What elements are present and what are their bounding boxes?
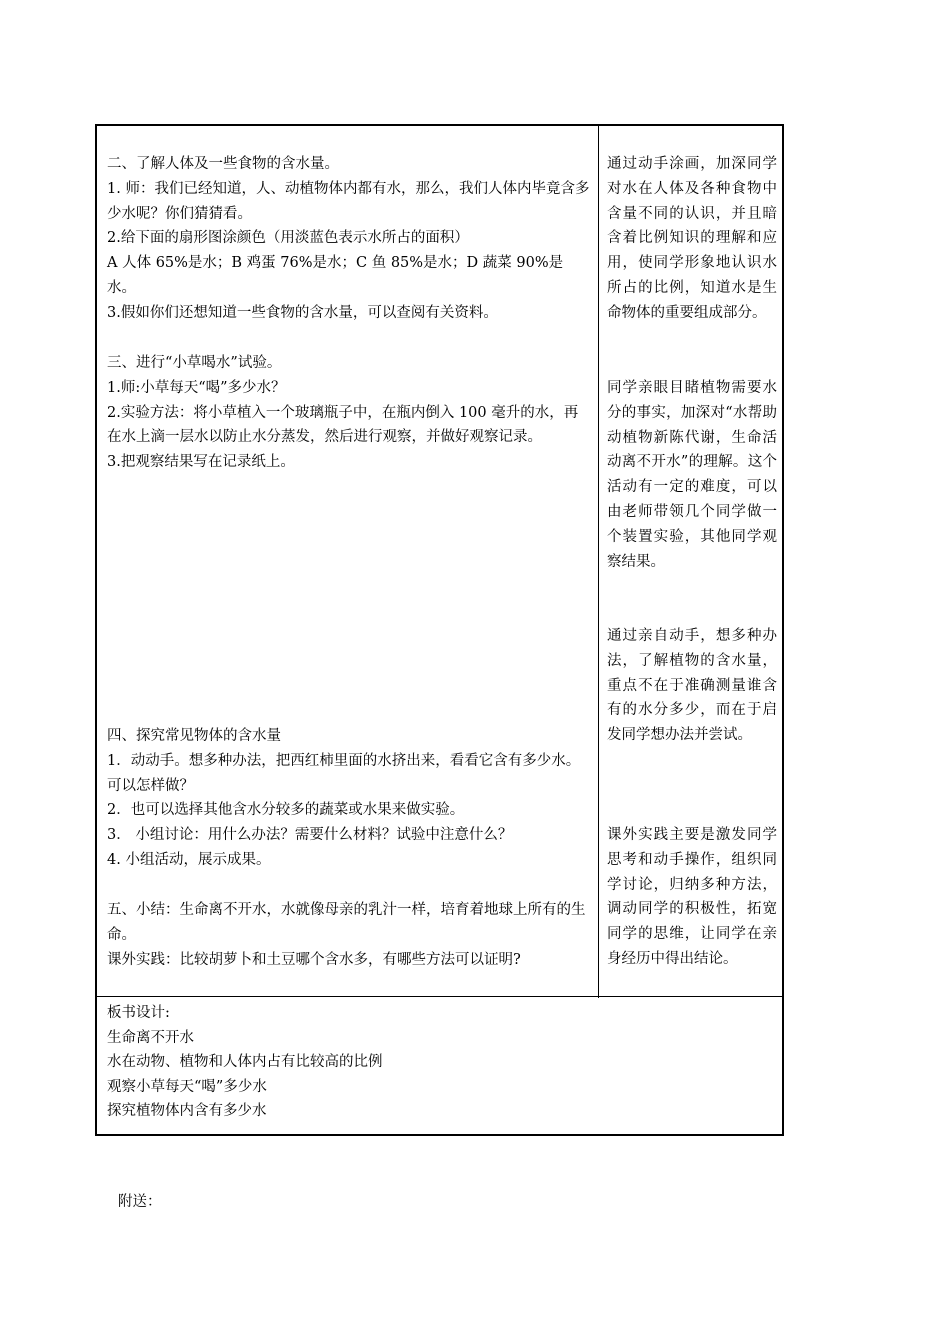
section-3-item-3: 3.把观察结果写在记录纸上。 <box>107 454 295 471</box>
homework-practice: 课外实践：比较胡萝卜和土豆哪个含水多，有哪些方法可以证明? <box>107 951 521 968</box>
note-2: 同学亲眼目睹植物需要水分的事实，加深对“水帮助动植物新陈代谢，生命活动离不开水”的理解。这个活动有一定的难度，可以由老师带领几个同学做一个装置实验，其他同学观察结果。 <box>607 380 777 570</box>
section-3-item-2: 2.实验方法：将小草植入一个玻璃瓶子中，在瓶内倒入 100 毫升的水，再在水上滴一层水以防止水分蒸发，然后进行观察，并做好观察记录。 <box>107 404 579 446</box>
note-3: 通过亲自动手，想多种办法，了解植物的含水量，重点不在于准确测量谁含有的水分多少，而在于启发同学想办法并尝试。 <box>607 628 777 744</box>
section-2-item-3: 3.假如你们还想知道一些食物的含水量，可以查阅有关资料。 <box>107 304 498 321</box>
section-2-item-1: 1. 师：我们已经知道，人、动植物体内都有水，那么，我们人体内毕竟含多少水呢？你们猜猜看。 <box>107 180 590 222</box>
section-4-item-2: 2．也可以选择其他含水分较多的蔬菜或水果来做实验。 <box>107 802 465 819</box>
note-4: 课外实践主要是激发同学思考和动手操作，组织同学讨论，归纳多种方法，调动同学的积极性，拓宽同学的思维，让同学在亲身经历中得出结论。 <box>607 827 777 967</box>
appendix-label: 附送： <box>118 1194 162 1210</box>
note-1: 通过动手涂画，加深同学对水在人体及各种食物中含量不同的认识，并且暗含着比例知识的理解和应用，使同学形象地认识水所占的比例，知道水是生命物体的重要组成部分。 <box>607 156 777 321</box>
section-3 <box>107 351 591 475</box>
row-divider <box>97 996 782 997</box>
section-2 <box>107 152 591 326</box>
section-2-item-2: 2.给下面的扇形图涂颜色（用淡蓝色表示水所占的面积） <box>107 230 469 247</box>
section-2-water-percentages: A 人体 65%是水；B 鸡蛋 76%是水；C 鱼 85%是水；D 蔬菜 90%是水。 <box>107 255 564 296</box>
section-3-heading: 三、进行“小草喝水”试验。 <box>107 355 282 371</box>
column-divider <box>598 126 599 998</box>
section-4-heading: 四、探究常见物体的含水量 <box>107 728 281 744</box>
board-line-2: 水在动物、植物和人体内占有比较高的比例 <box>107 1054 383 1070</box>
board-design <box>107 1001 767 1124</box>
section-5 <box>107 898 591 972</box>
lesson-plan-table <box>95 124 784 1136</box>
section-4-item-4: 4. 小组活动，展示成果。 <box>107 851 271 868</box>
section-2-heading: 二、了解人体及一些食物的含水量。 <box>107 156 339 172</box>
board-line-3: 观察小草每天“喝”多少水 <box>107 1078 267 1095</box>
board-design-title: 板书设计: <box>107 1005 170 1021</box>
summary: 五、小结：生命离不开水，水就像母亲的乳汁一样，培育着地球上所有的生命。 <box>107 902 586 943</box>
section-4-item-3: 3． 小组讨论：用什么办法？需要什么材料？试验中注意什么？ <box>107 827 513 844</box>
section-4-item-1: 1．动动手。想多种办法，把西红柿里面的水挤出来，看看它含有多少水。可以怎样做？ <box>107 752 581 794</box>
section-3-item-1: 1.师:小草每天“喝”多少水？ <box>107 379 286 396</box>
board-line-4: 探究植物体内含有多少水 <box>107 1103 267 1119</box>
section-4 <box>107 724 591 873</box>
board-line-1: 生命离不开水 <box>107 1029 194 1046</box>
